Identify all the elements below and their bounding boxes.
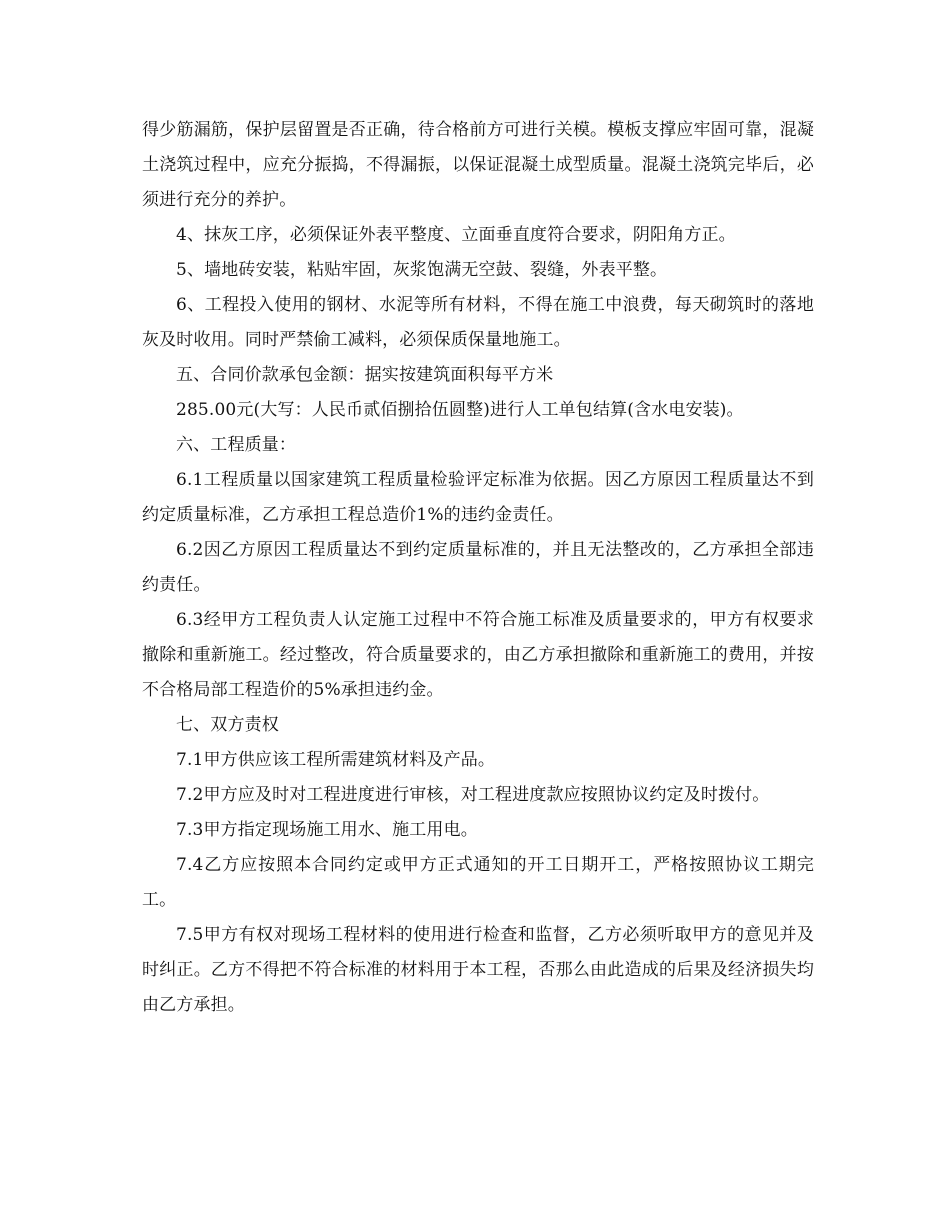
clause-6-2: 6.2因乙方原因工程质量达不到约定质量标准的，并且无法整改的，乙方承担全部违约责任。 [142,540,814,595]
clause-7-4: 7.4乙方应按照本合同约定或甲方正式通知的开工日期开工，严格按照协议工期完工。 [142,855,814,910]
paragraph-continuation: 得少筋漏筋，保护层留置是否正确，待合格前方可进行关模。模板支撑应牢固可靠，混凝土浇筑过程中，应充分振捣，不得漏振，以保证混凝土成型质量。混凝土浇筑完毕后，必须进行充分的养护。 [142,120,814,210]
clause-7-1: 7.1甲方供应该工程所需建筑材料及产品。 [176,750,496,770]
section-heading-rights: 七、双方责权 [176,715,279,735]
paragraph-tiles: 5、墙地砖安装，粘贴牢固，灰浆饱满无空鼓、裂缝，外表平整。 [176,260,668,280]
clause-6-1: 6.1工程质量以国家建筑工程质量检验评定标准为依据。因乙方原因工程质量达不到约定质量标准，乙方承担工程总造价1%的违约金责任。 [142,470,814,525]
clause-7-2: 7.2甲方应及时对工程进度进行审核，对工程进度款应按照协议约定及时拨付。 [176,785,770,805]
clause-6-3: 6.3经甲方工程负责人认定施工过程中不符合施工标准及质量要求的，甲方有权要求撤除和重新施工。经过整改，符合质量要求的，由乙方承担撤除和重新施工的费用，并按不合格局部工程造价的5%承担违约金。 [142,610,814,700]
section-heading-quality: 六、工程质量： [176,435,297,455]
paragraph-materials: 6、工程投入使用的钢材、水泥等所有材料，不得在施工中浪费，每天砌筑时的落地灰及时收用。同时严禁偷工减料，必须保质保量地施工。 [142,295,814,350]
paragraph-plastering: 4、抹灰工序，必须保证外表平整度、立面垂直度符合要求，阴阳角方正。 [176,225,736,245]
section-heading-price: 五、合同价款承包金额：据实按建筑面积每平方米 [176,365,554,385]
clause-7-5: 7.5甲方有权对现场工程材料的使用进行检查和监督，乙方必须听取甲方的意见并及时纠正。乙方不得把不符合标准的材料用于本工程，否那么由此造成的后果及经济损失均由乙方承担。 [142,925,814,1015]
paragraph-price-amount: 285.00元(大写：人民币贰佰捌拾伍圆整)进行人工单包结算(含水电安装)。 [176,400,744,420]
clause-7-3: 7.3甲方指定现场施工用水、施工用电。 [176,820,478,840]
document-body [142,113,814,1023]
